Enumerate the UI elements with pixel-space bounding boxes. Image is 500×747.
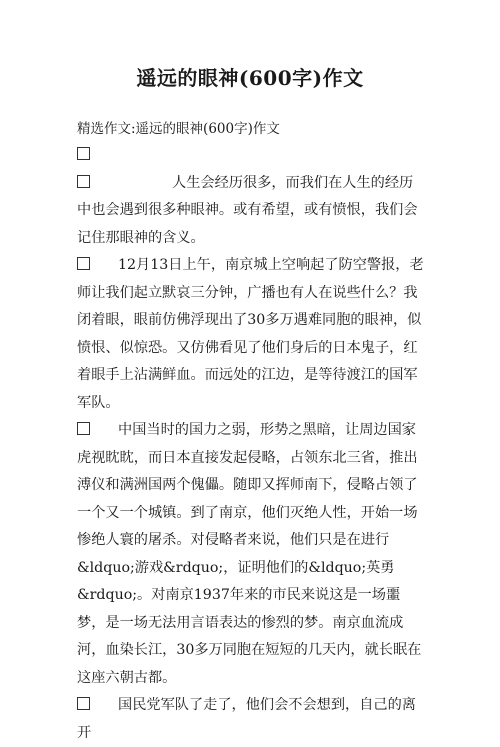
checkbox-glyph-icon xyxy=(77,257,90,270)
paragraph: 12月13日上午，南京城上空响起了防空警报，老师让我们起立默哀三分钟，广播也有人在说些什么？我闭着眼，眼前仿佛浮现出了30多万遇难同胞的眼神，似愤恨、似惊恐。又仿佛看见了他们身后的日本鬼子，红着眼手上沾满鲜血。而远处的江边，是等待渡江的国军军队。 xyxy=(77,257,424,411)
checkbox-glyph-icon xyxy=(77,175,90,188)
paragraph xyxy=(77,142,425,170)
document-title: 遥远的眼神(600字)作文 xyxy=(136,66,364,90)
document-body xyxy=(77,142,425,747)
paragraph: 国民党军队了走了，他们会不会想到，自己的离开 xyxy=(77,697,416,741)
document-subtitle: 精选作文:遥远的眼神(600字)作文 xyxy=(77,121,280,137)
checkbox-glyph-icon xyxy=(77,697,90,710)
checkbox-glyph-icon xyxy=(77,147,90,160)
paragraph: 人生会经历很多，而我们在人生的经历中也会遇到很多种眼神。或有希望，或有愤恨，我们会记住那眼神的含义。 xyxy=(77,174,418,246)
paragraph: 中国当时的国力之弱，形势之黑暗，让周边国家虎视眈眈，而日本直接发起侵略，占领东北三省，推出溥仪和满洲国两个傀儡。随即又挥师南下，侵略占领了一个又一个城镇。到了南京，他们灭绝人性，开始一场惨绝人寰的屠杀。对侵略者来说，他们只是在进行&ldquo;游戏&rdquo;，证明他们的&ldquo;英勇&rdquo;。对南京1937年来的市民来说这是一场噩梦，是一场无法用言语表达的惨烈的梦。南京血流成河，血染长江，30多万同胞在短短的几天内，就长眠在这座六朝古都。 xyxy=(77,422,422,686)
checkbox-glyph-icon xyxy=(77,422,90,435)
